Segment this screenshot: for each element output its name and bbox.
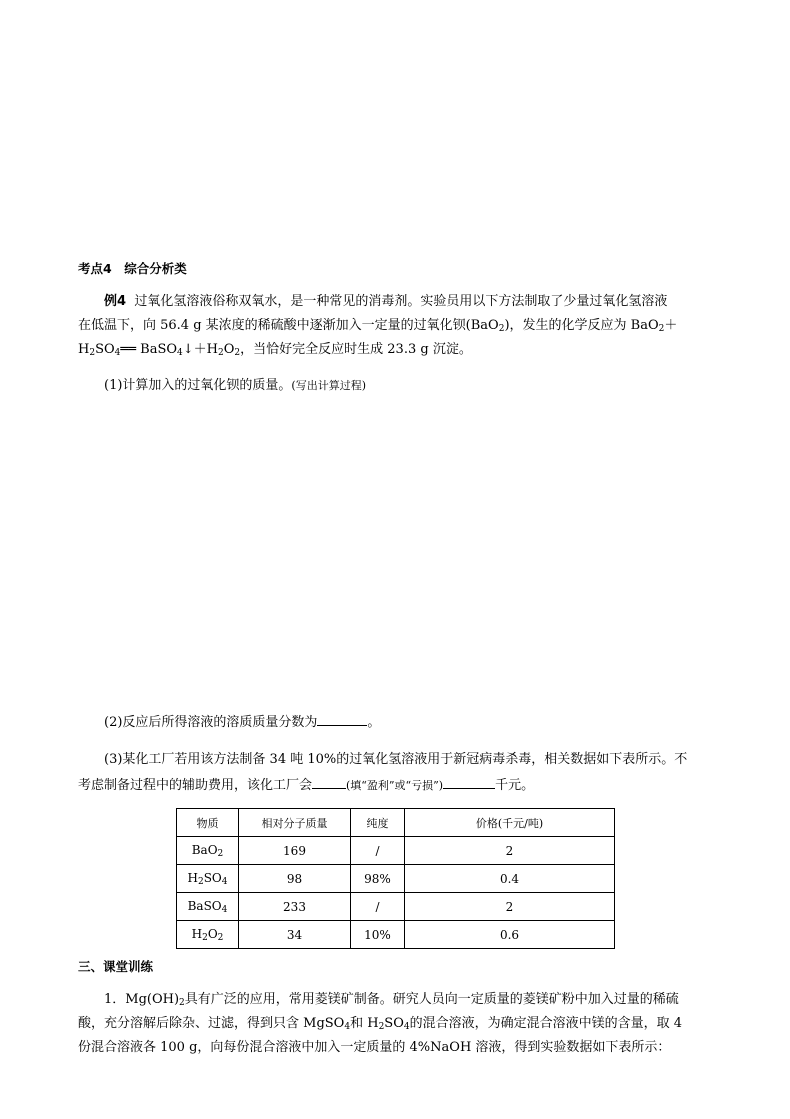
table-cell-purity: 98% [351, 865, 405, 893]
section-heading-classroom-training: 三、课堂训练 [78, 959, 154, 974]
example4-line1: 例4 过氧化氢溶液俗称双氧水，是一种常见的消毒剂。实验员用以下方法制取了少量过氧化氢溶液 [104, 294, 668, 309]
table-cell-substance: BaO$_2$ [177, 837, 239, 865]
table-cell-substance: $H_2SO_4$ [177, 865, 239, 893]
section-heading-kaodian4: 考点4 综合分析类 [78, 261, 187, 276]
table-cell-price: 2 [405, 837, 615, 865]
table-header-row [177, 809, 615, 837]
table-header: 纯度 [351, 809, 405, 837]
table-cell-price: 0.6 [405, 921, 615, 949]
question-1: (1)计算加入的过氧化钡的质量。(写出计算过程) [104, 378, 367, 393]
table-cell-substance: $H_2O_2$ [177, 921, 239, 949]
table-header: 相对分子质量 [239, 809, 351, 837]
table-cell-purity: / [351, 837, 405, 865]
example4-line2: 在低温下，向 56.4 g 某浓度的稀硫酸中逐渐加入一定量的过氧化钡(BaO$_2$)，发生的化学反应为 BaO$_2$＋ [78, 318, 678, 334]
table-cell-mass: 98 [239, 865, 351, 893]
exercise1-line2: 酸，充分溶解后除杂、过滤，得到只含 MgSO$_4$和 $H_2SO_4$的混合溶液，为确定混合溶液中镁的含量，取 4 [78, 1016, 683, 1032]
example4-line3: $H_2SO_4══$ $BaSO_4↓+H_2O_2$，当恰好完全反应时生成 23.3 g 沉淀。 [78, 342, 472, 358]
table-cell-purity: 10% [351, 921, 405, 949]
table-row [177, 865, 615, 893]
answer-blank-q3-amount[interactable] [443, 774, 495, 789]
table-cell-price: 0.4 [405, 865, 615, 893]
question-3-line1: (3)某化工厂若用该方法制备 34 吨 10%的过氧化氢溶液用于新冠病毒杀毒，相关数据如下表所示。不 [104, 752, 688, 767]
table-cell-mass: 169 [239, 837, 351, 865]
data-table [176, 808, 615, 949]
answer-blank-q2[interactable] [317, 711, 367, 726]
table-header: 物质 [177, 809, 239, 837]
table-row [177, 893, 615, 921]
question-2: (2)反应后所得溶液的溶质质量分数为 。 [104, 711, 380, 733]
table-cell-mass: 34 [239, 921, 351, 949]
table-cell-price: 2 [405, 893, 615, 921]
table-cell-substance: BaSO$_4$ [177, 893, 239, 921]
example-label: 例4 [104, 294, 127, 309]
exercise1-line3: 份混合溶液各 100 g，向每份混合溶液中加入一定质量的 4%NaOH 溶液，得到实验数据如下表所示： [78, 1040, 671, 1055]
table-header: 价格(千元/吨) [405, 809, 615, 837]
exercise1-line1: 1．$Mg(OH)_2$具有广泛的应用，常用菱镁矿制备。研究人员向一定质量的菱镁矿粉中加入过量的稀硫 [104, 992, 679, 1008]
answer-blank-q3-profit[interactable] [312, 774, 346, 789]
table-cell-mass: 233 [239, 893, 351, 921]
table-cell-purity: / [351, 893, 405, 921]
table-row [177, 921, 615, 949]
table-row [177, 837, 615, 865]
question-3-line2: 考虑制备过程中的辅助费用，该化工厂会 (填“盈利”或“亏损”) 千元。 [78, 774, 534, 796]
